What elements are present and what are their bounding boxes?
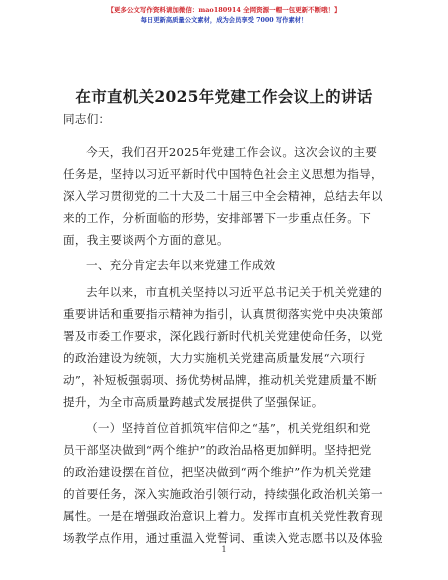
section1-paragraph [63,281,383,413]
section-heading: 一、充分肯定去年以来党建工作成效 [86,258,276,272]
paragraph-line: 属性。一是在增强政治意识上着力。发挥市直机关党性教育现 [63,509,383,523]
paragraph-line: 的政治建设摆在首位，把坚决做到“两个维护”作为机关党建 [63,465,372,479]
document-body [63,108,383,549]
page-number: 1 [221,545,227,554]
promo-banner-line-1: 【更多公文写作资料请加微信：mao180914 全网资源一帽一包更新不断哦！】 [107,6,341,14]
salutation: 同志们： [63,112,111,126]
paragraph-line: 提升，为全市高质量跨越式发展提供了坚强保证。 [63,395,324,409]
paragraph-line: 的政治建设为统领，大力实施机关党建高质量发展“六项行 [63,351,366,365]
subsection1-paragraph [63,417,383,549]
paragraph-line: 员干部坚决做到“两个维护”的政治品格更加鲜明。坚持把党 [63,443,372,457]
paragraph-line: 今天，我们召开2025年党建工作会议。这次会议的主要 [86,145,378,159]
paragraph-line: 的首要任务，深入实施政治引领行动，持续强化政治机关第一 [63,487,383,501]
paragraph-line: （一）坚持首位首抓筑牢信仰之“基”，机关党组织和党 [86,421,371,435]
paragraph-line: 场教学点作用，通过重温入党誓词、重读入党志愿书以及体验 [63,531,383,545]
promo-banner-line-2: 每日更新高质量公文素材，成为会员享受 7000 写作素材！ [140,17,308,24]
paragraph-line: 去年以来，市直机关坚持以习近平总书记关于机关党建的 [86,285,383,299]
paragraph-line: 动”，补短板强弱项、扬优势树品牌，推动机关党建质量不断 [63,373,378,387]
paragraph-line: 面，我主要谈两个方面的意见。 [63,233,229,247]
document-title: 在市直机关2025年党建工作会议上的讲话 [75,87,373,106]
paragraph-line: 深入学习贯彻党的二十大及二十届三中全会精神，总结去年以 [63,189,383,203]
paragraph-line: 重要讲话和重要指示精神为指引，认真贯彻落实党中央决策部 [63,307,383,321]
paragraph-line: 署及市委工作要求，深化践行新时代机关党建使命任务，以党 [63,329,383,343]
paragraph-line: 任务是，坚持以习近平新时代中国特色社会主义思想为指导， [63,167,383,181]
paragraph-line: 来的工作，分析面临的形势，安排部署下一步重点任务。下 [63,211,371,225]
intro-paragraph [63,141,383,251]
